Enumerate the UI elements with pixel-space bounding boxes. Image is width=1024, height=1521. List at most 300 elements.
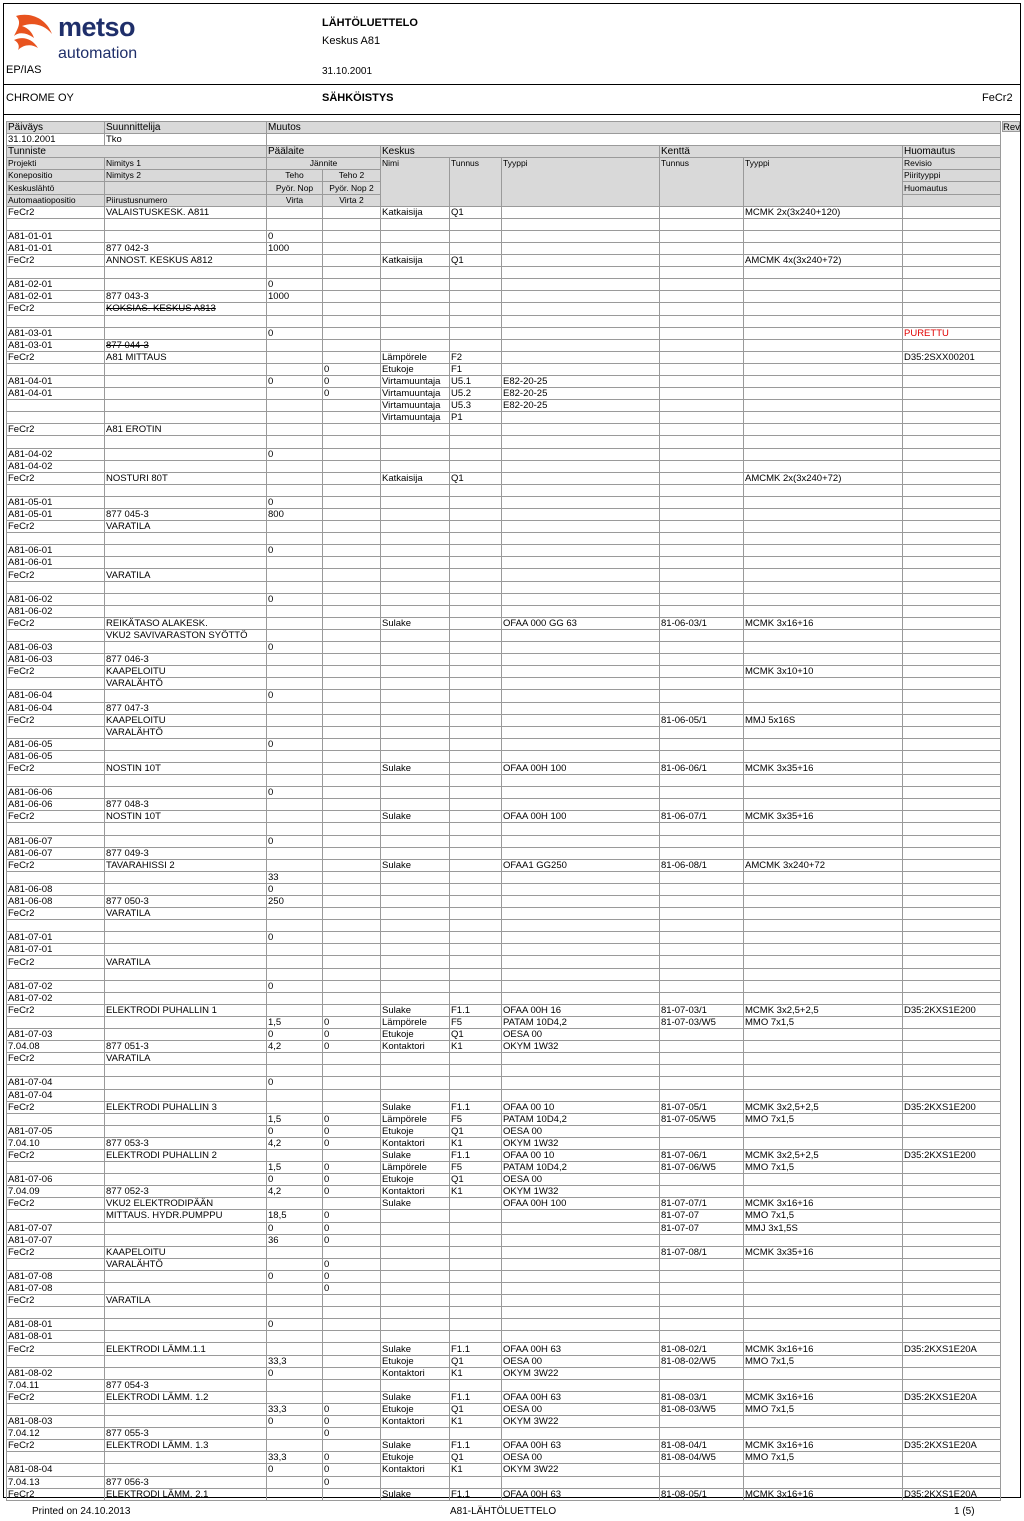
- table-row: [7, 762, 1001, 774]
- table-cell: [323, 811, 381, 823]
- table-cell: [323, 593, 381, 605]
- table-cell: [502, 823, 660, 835]
- table-cell: [323, 1004, 381, 1016]
- table-cell: A81-06-07: [7, 847, 105, 859]
- col-kentta-tunnus: Tunnus: [660, 158, 744, 206]
- table-cell: [502, 980, 660, 992]
- table-cell: [267, 400, 323, 412]
- table-cell: MCMK 3x10+10: [744, 666, 903, 678]
- col-nimi: Nimi: [381, 158, 450, 206]
- table-cell: [903, 1476, 1001, 1488]
- table-cell: [744, 1367, 903, 1379]
- table-cell: [267, 799, 323, 811]
- table-cell: [267, 1331, 323, 1343]
- table-cell: [903, 642, 1001, 654]
- table-cell: [7, 1355, 105, 1367]
- table-cell: 81-07-05/W5: [660, 1113, 744, 1125]
- table-cell: [502, 1331, 660, 1343]
- table-cell: [450, 871, 502, 883]
- table-cell: 0: [267, 1029, 323, 1041]
- table-cell: 0: [323, 1210, 381, 1222]
- table-cell: [660, 388, 744, 400]
- table-cell: [744, 315, 903, 327]
- table-cell: ELEKTRODI PUHALLIN 2: [105, 1149, 267, 1161]
- table-cell: [502, 956, 660, 968]
- table-cell: 877 044-3: [105, 339, 267, 351]
- table-cell: [267, 702, 323, 714]
- table-cell: 0: [323, 1270, 381, 1282]
- table-cell: [105, 496, 267, 508]
- table-cell: A81-06-08: [7, 896, 105, 908]
- table-cell: [267, 762, 323, 774]
- table-cell: [450, 762, 502, 774]
- table-cell: [744, 956, 903, 968]
- table-cell: REIKÄTASO ALAKESK.: [105, 617, 267, 629]
- table-cell: 18,5: [267, 1210, 323, 1222]
- table-cell: ELEKTRODI LÄMM. 1.2: [105, 1391, 267, 1403]
- table-cell: [7, 412, 105, 424]
- table-cell: [744, 267, 903, 279]
- table-row: [7, 267, 1001, 279]
- table-cell: [660, 460, 744, 472]
- table-row: [7, 702, 1001, 714]
- table-cell: [903, 1307, 1001, 1319]
- table-row: [7, 932, 1001, 944]
- table-cell: [660, 944, 744, 956]
- table-cell: [502, 291, 660, 303]
- table-cell: [450, 557, 502, 569]
- table-cell: [660, 363, 744, 375]
- table-cell: [323, 1367, 381, 1379]
- date-label: Päiväys: [7, 122, 105, 134]
- table-cell: [381, 883, 450, 895]
- table-row: [7, 1246, 1001, 1258]
- designer-label: Suunnittelija: [105, 122, 267, 134]
- table-cell: [502, 581, 660, 593]
- table-cell: [660, 992, 744, 1004]
- table-cell: [903, 533, 1001, 545]
- table-cell: 0: [267, 327, 323, 339]
- table-cell: [381, 569, 450, 581]
- table-cell: [450, 267, 502, 279]
- table-cell: [323, 472, 381, 484]
- table-cell: [450, 678, 502, 690]
- table-cell: [267, 1391, 323, 1403]
- table-cell: [105, 1222, 267, 1234]
- table-cell: [450, 617, 502, 629]
- col-piirityyppi: Piirityyppi: [903, 170, 1001, 182]
- table-cell: [903, 1319, 1001, 1331]
- table-cell: [502, 424, 660, 436]
- table-row: [7, 412, 1001, 424]
- table-cell: [660, 206, 744, 218]
- col-keskuslahto: Keskuslähtö: [7, 182, 105, 194]
- table-cell: [660, 327, 744, 339]
- table-cell: 81-08-05/1: [660, 1488, 744, 1500]
- table-row: [7, 388, 1001, 400]
- table-cell: [502, 629, 660, 641]
- table-row: [7, 1053, 1001, 1065]
- table-cell: [660, 1367, 744, 1379]
- table-cell: [323, 666, 381, 678]
- table-cell: [267, 1004, 323, 1016]
- table-cell: [105, 980, 267, 992]
- table-row: [7, 472, 1001, 484]
- table-cell: [744, 1258, 903, 1270]
- table-cell: [744, 291, 903, 303]
- table-cell: [502, 750, 660, 762]
- table-cell: [105, 1464, 267, 1476]
- table-cell: 81-08-03/W5: [660, 1403, 744, 1415]
- table-cell: [502, 702, 660, 714]
- table-cell: Virtamuuntaja: [381, 375, 450, 387]
- table-cell: 1,5: [267, 1016, 323, 1028]
- table-row: [7, 1210, 1001, 1222]
- table-cell: [903, 617, 1001, 629]
- table-cell: MCMK 3x2,5+2,5: [744, 1101, 903, 1113]
- table-cell: [502, 1234, 660, 1246]
- table-cell: [744, 871, 903, 883]
- table-cell: [381, 1379, 450, 1391]
- table-cell: [903, 690, 1001, 702]
- table-cell: [323, 787, 381, 799]
- table-row: [7, 1149, 1001, 1161]
- table-cell: 81-07-06/1: [660, 1149, 744, 1161]
- table-cell: Virtamuuntaja: [381, 400, 450, 412]
- table-cell: [903, 303, 1001, 315]
- table-cell: [7, 400, 105, 412]
- table-cell: 0: [323, 388, 381, 400]
- table-cell: [744, 1125, 903, 1137]
- table-cell: [744, 496, 903, 508]
- table-cell: [744, 363, 903, 375]
- table-row: [7, 787, 1001, 799]
- table-cell: [744, 1416, 903, 1428]
- footer-doc-name: A81-LÄHTÖLUETTELO: [450, 1506, 557, 1517]
- table-cell: FeCr2: [7, 303, 105, 315]
- table-cell: [323, 496, 381, 508]
- table-cell: [381, 823, 450, 835]
- table-row: [7, 1270, 1001, 1282]
- table-row: [7, 1101, 1001, 1113]
- table-cell: [660, 883, 744, 895]
- table-row: [7, 835, 1001, 847]
- table-cell: [502, 545, 660, 557]
- table-cell: OFAA 00H 100: [502, 762, 660, 774]
- table-row: [7, 1234, 1001, 1246]
- table-cell: [660, 726, 744, 738]
- table-cell: [660, 533, 744, 545]
- table-cell: [267, 521, 323, 533]
- table-cell: [502, 351, 660, 363]
- table-row: [7, 920, 1001, 932]
- table-cell: Q1: [450, 1452, 502, 1464]
- table-cell: [660, 1125, 744, 1137]
- table-cell: VARALÄHTÖ: [105, 726, 267, 738]
- table-cell: A81-07-04: [7, 1089, 105, 1101]
- table-cell: A81-02-01: [7, 279, 105, 291]
- table-cell: Etukoje: [381, 1125, 450, 1137]
- table-cell: FeCr2: [7, 1295, 105, 1307]
- table-cell: [450, 811, 502, 823]
- table-cell: [450, 629, 502, 641]
- table-cell: [381, 835, 450, 847]
- table-cell: FeCr2: [7, 1343, 105, 1355]
- table-cell: [903, 1355, 1001, 1367]
- table-cell: 81-07-07: [660, 1210, 744, 1222]
- table-cell: 0: [323, 1403, 381, 1415]
- department: EP/IAS: [6, 64, 42, 76]
- table-cell: [267, 1065, 323, 1077]
- table-cell: A81-07-02: [7, 992, 105, 1004]
- table-cell: [267, 714, 323, 726]
- table-cell: ELEKTRODI LÄMM. 2.1: [105, 1488, 267, 1500]
- table-cell: MMO 7x1,5: [744, 1113, 903, 1125]
- table-cell: [267, 569, 323, 581]
- table-cell: [502, 1319, 660, 1331]
- col-revisio: Revisio: [903, 158, 1001, 170]
- table-cell: A81-06-01: [7, 545, 105, 557]
- table-cell: [267, 424, 323, 436]
- col-nimitys2: Nimitys 2: [105, 170, 267, 182]
- table-cell: 0: [267, 593, 323, 605]
- table-cell: 81-06-08/1: [660, 859, 744, 871]
- table-cell: [105, 436, 267, 448]
- table-cell: K1: [450, 1416, 502, 1428]
- table-cell: [381, 702, 450, 714]
- table-cell: A81-03-01: [7, 339, 105, 351]
- table-cell: A81-06-06: [7, 799, 105, 811]
- table-cell: [744, 944, 903, 956]
- table-cell: K1: [450, 1367, 502, 1379]
- table-row: [7, 968, 1001, 980]
- table-cell: [323, 642, 381, 654]
- table-row: [7, 1016, 1001, 1028]
- table-cell: [450, 1053, 502, 1065]
- table-cell: [267, 920, 323, 932]
- table-cell: [450, 1222, 502, 1234]
- table-cell: [744, 835, 903, 847]
- table-cell: Etukoje: [381, 1029, 450, 1041]
- table-cell: 0: [267, 835, 323, 847]
- table-cell: [660, 351, 744, 363]
- table-cell: [381, 496, 450, 508]
- table-cell: [7, 1452, 105, 1464]
- table-cell: Sulake: [381, 1343, 450, 1355]
- table-cell: [323, 1343, 381, 1355]
- table-cell: OESA 00: [502, 1125, 660, 1137]
- table-cell: [660, 412, 744, 424]
- table-row: [7, 1186, 1001, 1198]
- table-cell: [381, 714, 450, 726]
- table-cell: [381, 787, 450, 799]
- table-cell: [903, 1246, 1001, 1258]
- group-paalaite: Päälaite: [267, 146, 381, 158]
- table-cell: [7, 823, 105, 835]
- table-cell: Sulake: [381, 1440, 450, 1452]
- table-cell: [267, 678, 323, 690]
- table-cell: [744, 1428, 903, 1440]
- group-kentta: Kenttä: [660, 146, 903, 158]
- table-cell: [450, 230, 502, 242]
- table-cell: [381, 315, 450, 327]
- table-cell: [660, 920, 744, 932]
- table-cell: 0: [267, 279, 323, 291]
- table-cell: [323, 1077, 381, 1089]
- table-cell: [381, 908, 450, 920]
- table-cell: Kontaktori: [381, 1464, 450, 1476]
- table-cell: [903, 787, 1001, 799]
- table-cell: [7, 315, 105, 327]
- doc-date: 31.10.2001: [322, 66, 373, 77]
- table-cell: [450, 908, 502, 920]
- table-cell: OESA 00: [502, 1029, 660, 1041]
- table-cell: [903, 799, 1001, 811]
- table-cell: [267, 436, 323, 448]
- table-cell: [450, 666, 502, 678]
- table-cell: [323, 206, 381, 218]
- table-cell: Sulake: [381, 859, 450, 871]
- table-cell: [381, 847, 450, 859]
- table-cell: Q1: [450, 1403, 502, 1415]
- table-cell: [323, 484, 381, 496]
- table-cell: [502, 775, 660, 787]
- table-cell: [105, 1319, 267, 1331]
- table-cell: [744, 388, 903, 400]
- table-cell: [660, 968, 744, 980]
- table-cell: OKYM 3W22: [502, 1464, 660, 1476]
- table-cell: [381, 436, 450, 448]
- table-row: [7, 678, 1001, 690]
- table-cell: A81-05-01: [7, 509, 105, 521]
- table-cell: [502, 533, 660, 545]
- table-cell: [381, 581, 450, 593]
- table-cell: [660, 787, 744, 799]
- table-cell: [903, 1125, 1001, 1137]
- table-cell: [903, 388, 1001, 400]
- table-cell: [660, 605, 744, 617]
- table-cell: [903, 581, 1001, 593]
- table-row: [7, 714, 1001, 726]
- table-cell: [381, 521, 450, 533]
- table-cell: [105, 1403, 267, 1415]
- table-cell: [744, 1283, 903, 1295]
- table-cell: [744, 1041, 903, 1053]
- table-cell: 4,2: [267, 1137, 323, 1149]
- table-cell: [903, 1137, 1001, 1149]
- table-cell: [502, 412, 660, 424]
- table-cell: [323, 883, 381, 895]
- table-cell: [744, 1476, 903, 1488]
- table-cell: [502, 230, 660, 242]
- table-cell: [903, 726, 1001, 738]
- table-cell: [903, 944, 1001, 956]
- column-header-row: [7, 158, 1001, 170]
- table-cell: F5: [450, 1113, 502, 1125]
- table-row: [7, 557, 1001, 569]
- table-cell: [450, 932, 502, 944]
- table-cell: [744, 799, 903, 811]
- table-cell: ANNOST. KESKUS A812: [105, 255, 267, 267]
- table-cell: 0: [323, 1234, 381, 1246]
- table-cell: [744, 605, 903, 617]
- table-cell: [450, 1258, 502, 1270]
- table-cell: 0: [267, 496, 323, 508]
- table-cell: [381, 932, 450, 944]
- revision-date: 31.10.2001: [7, 134, 105, 146]
- table-cell: [105, 823, 267, 835]
- table-cell: [381, 484, 450, 496]
- table-cell: [903, 896, 1001, 908]
- table-cell: [660, 1029, 744, 1041]
- table-cell: [903, 1077, 1001, 1089]
- table-cell: D35:2KXS1E20A: [903, 1391, 1001, 1403]
- table-cell: [450, 533, 502, 545]
- table-cell: [660, 823, 744, 835]
- table-cell: [903, 1367, 1001, 1379]
- table-cell: 0: [323, 375, 381, 387]
- table-cell: [903, 375, 1001, 387]
- table-cell: [450, 1065, 502, 1077]
- table-cell: [903, 859, 1001, 871]
- table-cell: OKYM 3W22: [502, 1367, 660, 1379]
- table-cell: [502, 678, 660, 690]
- table-cell: VARATILA: [105, 908, 267, 920]
- table-cell: [450, 218, 502, 230]
- table-cell: [660, 315, 744, 327]
- table-cell: [381, 593, 450, 605]
- table-cell: 877 052-3: [105, 1186, 267, 1198]
- table-cell: [323, 932, 381, 944]
- table-row: [7, 218, 1001, 230]
- table-cell: [744, 980, 903, 992]
- table-cell: 81-08-02/W5: [660, 1355, 744, 1367]
- table-cell: 81-08-03/1: [660, 1391, 744, 1403]
- col-projekti: Projekti: [7, 158, 105, 170]
- table-cell: [502, 593, 660, 605]
- table-cell: [381, 327, 450, 339]
- table-cell: OFAA 00H 63: [502, 1488, 660, 1500]
- table-row: [7, 726, 1001, 738]
- table-cell: [7, 775, 105, 787]
- table-cell: [105, 738, 267, 750]
- table-cell: [323, 1295, 381, 1307]
- table-cell: [323, 448, 381, 460]
- table-cell: A81-07-03: [7, 1029, 105, 1041]
- table-cell: 1,5: [267, 1113, 323, 1125]
- table-cell: [660, 436, 744, 448]
- table-cell: 0: [323, 1476, 381, 1488]
- table-cell: [267, 484, 323, 496]
- table-cell: [7, 1307, 105, 1319]
- table-cell: [502, 944, 660, 956]
- table-cell: [660, 847, 744, 859]
- table-cell: [903, 509, 1001, 521]
- table-cell: VARATILA: [105, 1295, 267, 1307]
- table-cell: [381, 1077, 450, 1089]
- table-cell: [381, 1065, 450, 1077]
- table-cell: [660, 1174, 744, 1186]
- group-keskus: Keskus: [381, 146, 660, 158]
- table-cell: [660, 569, 744, 581]
- table-cell: [903, 1089, 1001, 1101]
- table-cell: [381, 339, 450, 351]
- table-cell: [323, 303, 381, 315]
- table-cell: [450, 1210, 502, 1222]
- table-cell: [323, 545, 381, 557]
- table-cell: [323, 1355, 381, 1367]
- table-cell: [744, 1053, 903, 1065]
